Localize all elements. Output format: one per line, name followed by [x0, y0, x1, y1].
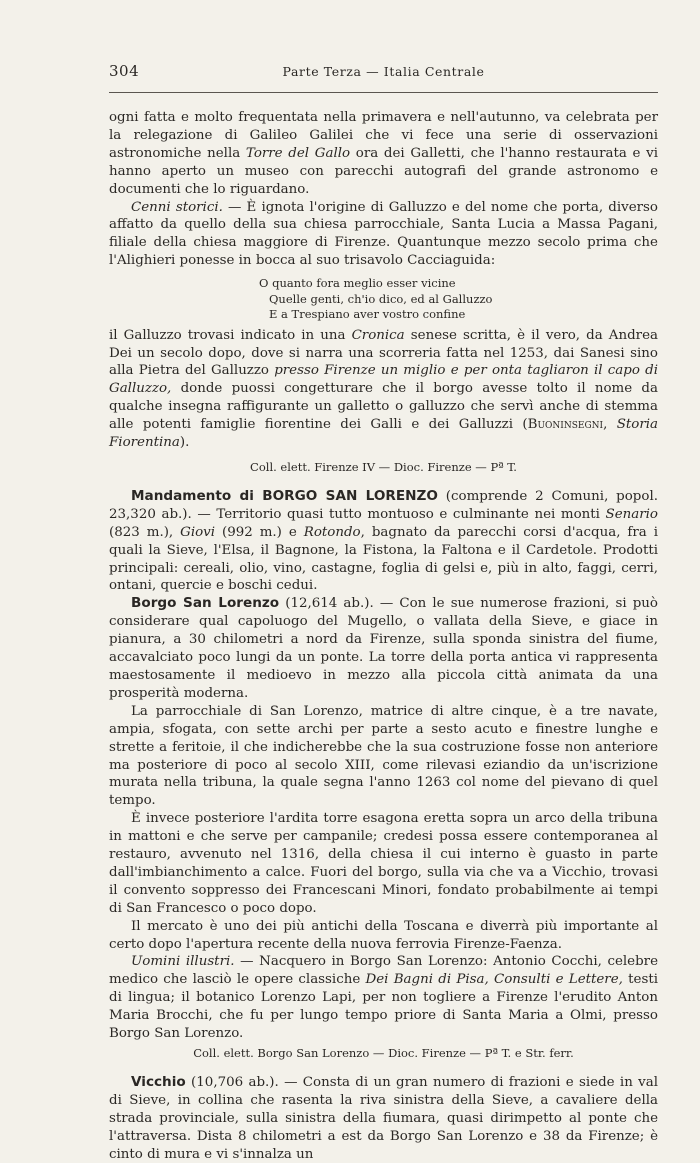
text-run: testi di lingua; il botanico Lorenzo Lapi, per non togliere a Firenze l'erudito Anton Maria Brocchi, che fu per lungo tempo priore di Santa Maria a Olmi, presso Borgo San Lorenzo.: [109, 972, 658, 1042]
italic-run: Rotondo: [303, 524, 361, 540]
smallcaps-run: Buoninsegni: [527, 417, 604, 433]
italic-run: Torre del Gallo: [245, 145, 351, 161]
page-header: [109, 62, 658, 84]
paragraph-cenni-storici: [109, 199, 658, 271]
text-run: donde puossi congetturare che il borgo avesse tolto il nome da qualche insegna raffigurante un galletto o galluzzo che servì anche di stemma alle potenti famiglie fiorentine dei Galli e dei Galluzzi (: [109, 381, 658, 433]
page-number: 304: [109, 62, 140, 80]
text-run: ogni fatta e molto frequentata nella primavera e nell'autunno, va celebrata per la relegazione di Galileo Galilei che vi fece una serie di osservazioni astronomiche nella: [109, 110, 658, 161]
entry-heading: Borgo San Lorenzo: [131, 595, 280, 612]
entry-heading: Vicchio: [131, 1073, 186, 1090]
paragraph-borgo-san-lorenzo: [109, 595, 658, 702]
running-title: Parte Terza — Italia Centrale: [282, 64, 485, 79]
section-heading-italic: Cenni storici.: [131, 199, 223, 215]
paragraph-torre: È invece posteriore l'ardita torre esagona eretta sopra un arco della tribuna in mattoni e che serve per campanile; credesi possa essere contemporanea al restauro, avvenuto nel 1316, della chiesa il cui interno è guasto in parte dall'imbianchimento a calce. Fuori del borgo, sulla via che va a Vicchio, trovasi il convento soppresso dei Francescani Minori, fondato probabilmente ai tempi di San Francesco o poco dopo.: [109, 811, 658, 916]
text-run: — Nacquero in Borgo San Lorenzo: Antonio Cocchi, celebre medico che lasciò le opere classiche: [109, 954, 659, 988]
paragraph-mandamento: [109, 488, 658, 595]
italic-run: Senario: [605, 506, 658, 522]
electoral-note: Coll. elett. Borgo San Lorenzo — Dioc. Firenze — Pª T. e Str. ferr.: [193, 1046, 574, 1060]
page-body: [109, 109, 658, 1163]
section-heading-italic: Uomini illustri.: [131, 954, 235, 970]
italic-run: Dei Bagni di Pisa, Consulti e Lettere,: [365, 972, 623, 988]
header-rule: [109, 92, 658, 93]
verse-line: E a Trespiano aver vostro confine: [269, 307, 466, 322]
text-run: (comprende 2 Comuni, popol. 23,320 ab.). — Territorio quasi tutto montuoso e culminante nei monti: [109, 488, 658, 522]
text-run: (12,614 ab.). — Con le sue numerose frazioni, si può considerare qual capoluogo del Mugello, o vallata della Sieve, e giace in pianura, a 30 chilometri a nord da Firenze, sulla sponda sinistra del fiume, accavalciato poco lungi da un ponte. La torre della porta antica vi rappresenta maestosamente il medioevo in mezzo alla piccola città animata da una prosperità moderna.: [109, 596, 658, 701]
italic-run: presso Firenze un miglio e per onta tagliaron il capo di Galluzzo,: [109, 363, 658, 397]
text-run: ,: [603, 417, 617, 433]
italic-run: Storia Fiorentina: [109, 417, 658, 451]
text-run: (992 m.) e: [215, 524, 304, 540]
dante-quotation: [259, 276, 658, 323]
entry-heading: Mandamento di BORGO SAN LORENZO: [131, 487, 438, 504]
text-run: ora dei Galletti, che l'hanno restaurata e vi hanno aperto un museo con parecchi autografi del grande astronomo e documenti che lo riguardano.: [109, 145, 659, 197]
paragraph-cronica: [109, 327, 658, 452]
paragraph-vicchio: [109, 1074, 658, 1163]
paragraph-parrocchiale: La parrocchiale di San Lorenzo, matrice di altre cinque, è a tre navate, ampia, sfogata, con sette archi per parte a sesto acuto e finestre lunghe e strette a feritoie, il che indicherebbe che la sua costruzione fosse non anteriore ma posteriore di poco al secolo XIII, come rilevasi eziandio da un'iscrizione murata nella tribuna, la quale segna l'anno 1263 col nome del pievano di quel tempo.: [109, 703, 658, 809]
text-run: il Galluzzo trovasi indicato in una: [109, 327, 352, 343]
paragraph-uomini-illustri: [109, 953, 658, 1043]
italic-run: Cronica: [351, 327, 405, 343]
verse-line: Quelle genti, ch'io dico, ed al Galluzzo: [269, 291, 493, 306]
text-run: (10,706 ab.). — Consta di un gran numero di frazioni e siede in val di Sieve, in collina che rasenta la riva sinistra della Sieve, a cavaliere della strada provinciale, sulla sinistra della fiumara, quasi dirimpetto al ponte che l'attraversa. Dista 8 chilometri a est da Borgo San Lorenzo e 38 da Firenze; è cinto di mura e vi s'innalza un: [109, 1074, 658, 1162]
text-run: , bagnato da parecchi corsi d'acqua, fra i quali la Sieve, l'Elsa, il Bagnone, la Fistona, la Faltona e il Cardetole. Prodotti principali: cereali, olio, vino, castagne, foglia di gelsi e, più in alto, faggi, cerri, ontani, quercie e boschi cedui.: [109, 524, 658, 594]
paragraph-galileo: [109, 109, 658, 199]
text-run: senese scritta, è il vero, da Andrea Dei un secolo dopo, dove si narra una scorreria fatta nel 1253, dai Sanesi sino alla Pietra del Galluzzo: [109, 327, 658, 379]
text-run: ).: [179, 435, 190, 451]
text-run: (823 m.),: [109, 524, 181, 540]
text-run: — È ignota l'origine di Galluzzo e del nome che porta, diverso affatto da quello della sua chiesa parrocchiale, Santa Lucia a Massa Pagani, filiale della chiesa maggiore di Firenze. Quantunque mezzo secolo prima che l'Alighieri ponesse in bocca al suo trisavolo Cacciaguida:: [109, 199, 658, 269]
italic-run: Giovi: [180, 524, 216, 540]
electoral-note: Coll. elett. Firenze IV — Dioc. Firenze — Pª T.: [250, 460, 517, 474]
paragraph-mercato: Il mercato è uno dei più antichi della Toscana e diverrà più importante al certo dopo l'apertura recente della nuova ferrovia Firenze-Faenza.: [109, 918, 658, 952]
verse-line: O quanto fora meglio esser vicine: [259, 276, 456, 291]
